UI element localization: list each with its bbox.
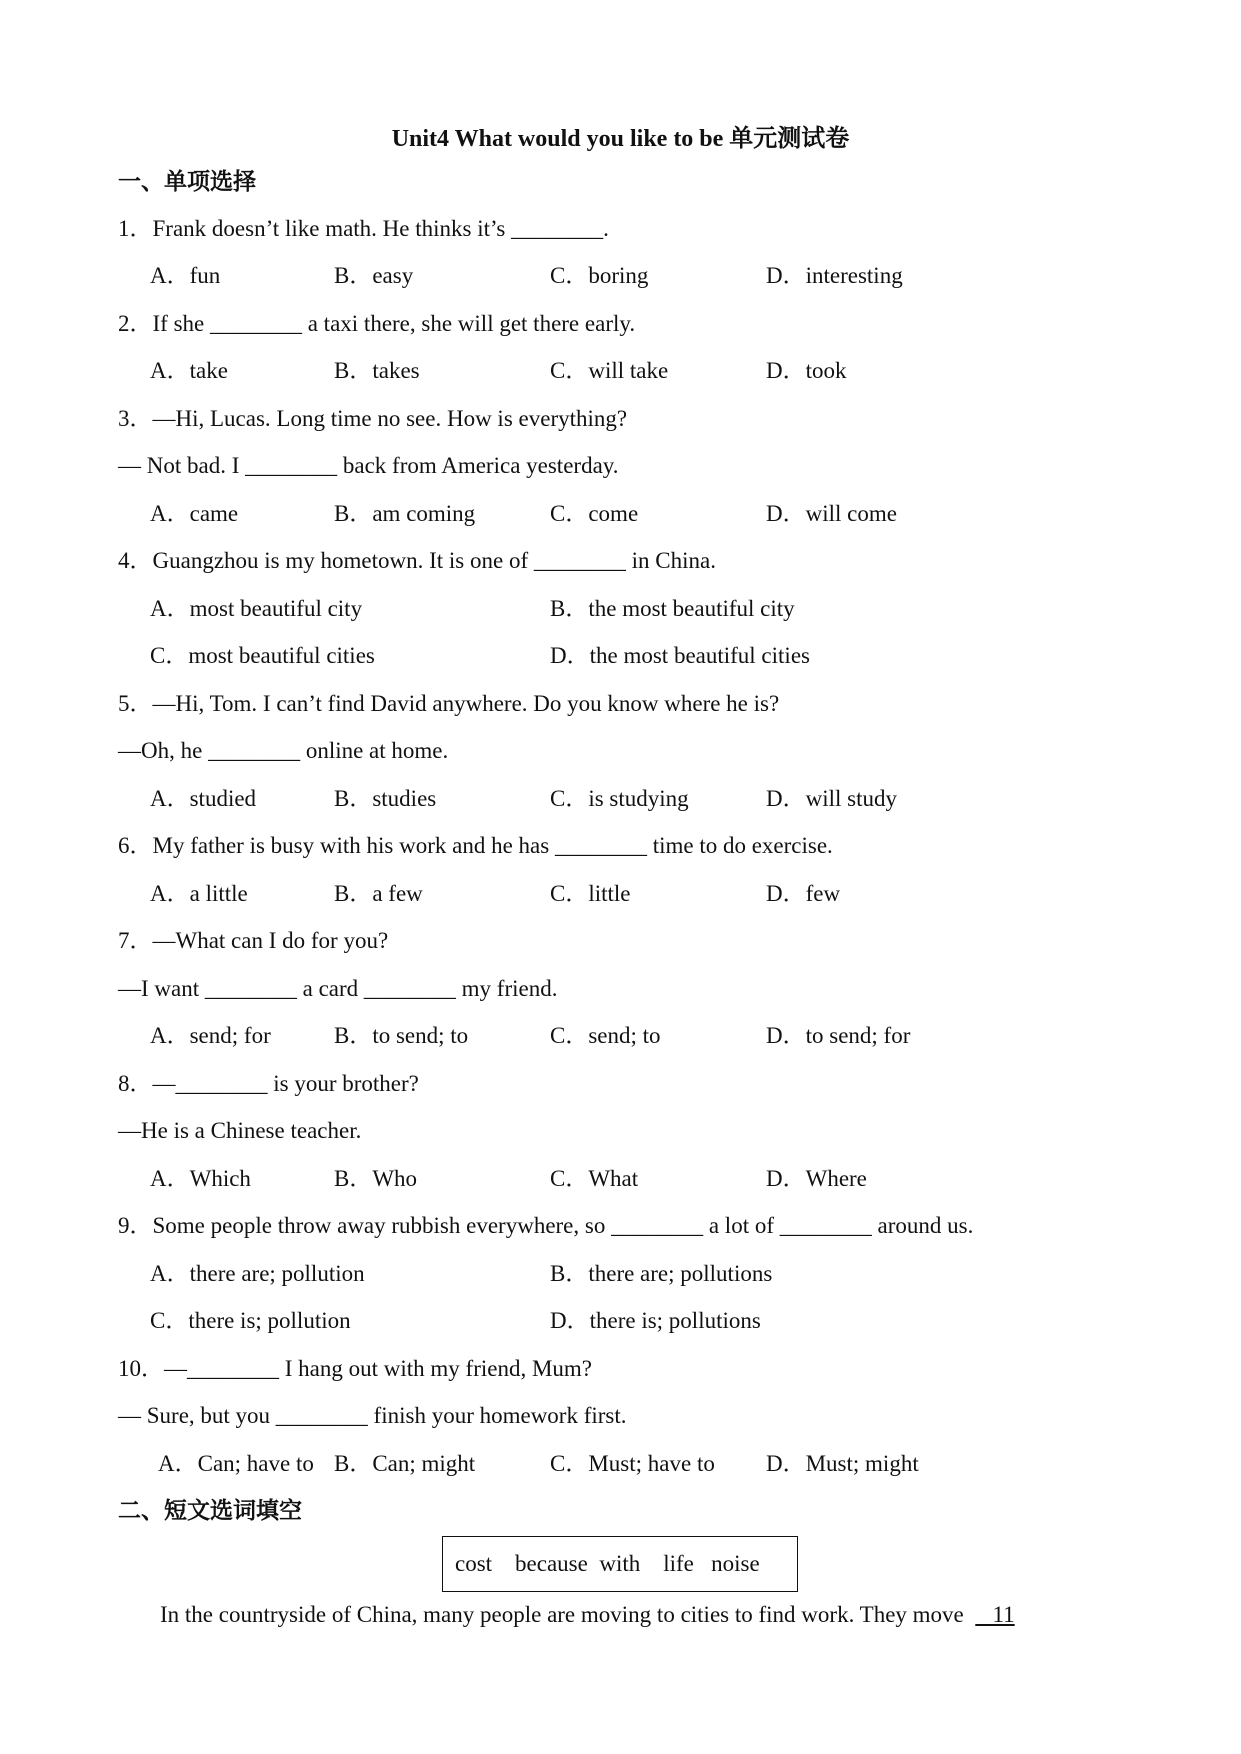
question-5-option-d: D．will study xyxy=(766,786,897,811)
question-7-option-c: C．send; to xyxy=(550,1023,661,1048)
question-6-stem: 6．My father is busy with his work and he has ________ time to do exercise. xyxy=(118,833,833,858)
question-8-option-b: B．Who xyxy=(334,1166,418,1191)
question-4-option-c: C．most beautiful cities xyxy=(150,643,375,668)
question-8-stem: 8．—________ is your brother? xyxy=(118,1071,419,1096)
question-6-option-c: C．little xyxy=(550,881,631,906)
question-4-option-d: D．the most beautiful cities xyxy=(550,643,810,668)
question-9-option-b: B．there are; pollutions xyxy=(550,1261,773,1286)
question-4-option-b: B．the most beautiful city xyxy=(550,596,795,621)
question-9-option-a: A．there are; pollution xyxy=(150,1261,365,1286)
question-10-option-a: A．Can; have to xyxy=(158,1451,314,1476)
question-1-option-c: C．boring xyxy=(550,263,649,288)
passage-blank-11 xyxy=(975,1602,1014,1627)
question-2-option-d: D．took xyxy=(766,358,847,383)
section-heading-1: 一、单项选择 xyxy=(118,169,256,194)
question-7-option-d: D．to send; for xyxy=(766,1023,911,1048)
page-title: Unit4 What would you like to be 单元测试卷 xyxy=(391,126,850,152)
question-3-stem: 3．—Hi, Lucas. Long time no see. How is everything? xyxy=(118,406,628,431)
question-5-option-b: B．studies xyxy=(334,786,437,811)
question-3-stem-reply: — Not bad. I ________ back from America yesterday. xyxy=(118,453,619,478)
question-2-option-b: B．takes xyxy=(334,358,420,383)
question-3-option-b: B．am coming xyxy=(334,501,476,526)
question-7-stem-reply: —I want ________ a card ________ my friend. xyxy=(118,976,558,1001)
question-2-option-a: A．take xyxy=(150,358,228,383)
question-5-stem: 5．—Hi, Tom. I can’t find David anywhere. Do you know where he is? xyxy=(118,691,780,716)
question-9-option-c: C．there is; pollution xyxy=(150,1308,351,1333)
question-3-option-d: D．will come xyxy=(766,501,897,526)
passage-line-1 xyxy=(160,1600,1015,1630)
question-3-option-a: A．came xyxy=(150,501,239,526)
question-1-option-b: B．easy xyxy=(334,263,414,288)
question-1-option-d: D．interesting xyxy=(766,263,903,288)
question-5-stem-reply: —Oh, he ________ online at home. xyxy=(118,738,449,763)
section-heading-2: 二、短文选词填空 xyxy=(118,1498,302,1523)
question-9-option-d: D．there is; pollutions xyxy=(550,1308,761,1333)
blank-number: 11 xyxy=(992,1602,1015,1627)
question-4-stem: 4．Guangzhou is my hometown. It is one of ________ in China. xyxy=(118,548,716,573)
question-6-option-a: A．a little xyxy=(150,881,248,906)
word-bank-box: cost because with life noise xyxy=(442,1536,798,1592)
question-10-stem-reply: — Sure, but you ________ finish your homework first. xyxy=(118,1403,627,1428)
question-3-option-c: C．come xyxy=(550,501,639,526)
question-8-stem-reply: —He is a Chinese teacher. xyxy=(118,1118,362,1143)
question-4-option-a: A．most beautiful city xyxy=(150,596,363,621)
question-8-option-a: A．Which xyxy=(150,1166,251,1191)
question-7-option-a: A．send; for xyxy=(150,1023,271,1048)
question-5-option-c: C．is studying xyxy=(550,786,689,811)
question-8-option-d: D．Where xyxy=(766,1166,867,1191)
question-7-option-b: B．to send; to xyxy=(334,1023,469,1048)
question-6-option-b: B．a few xyxy=(334,881,423,906)
passage-text: In the countryside of China, many people are moving to cities to find work. They move xyxy=(160,1602,964,1627)
question-10-stem: 10．—________ I hang out with my friend, Mum? xyxy=(118,1356,593,1381)
question-7-stem: 7．—What can I do for you? xyxy=(118,928,389,953)
question-10-option-c: C．Must; have to xyxy=(550,1451,715,1476)
question-2-stem: 2．If she ________ a taxi there, she will get there early. xyxy=(118,311,636,336)
question-1-stem: 1．Frank doesn’t like math. He thinks it’s ________. xyxy=(118,216,609,241)
question-1-option-a: A．fun xyxy=(150,263,221,288)
question-8-option-c: C．What xyxy=(550,1166,639,1191)
question-10-option-b: B．Can; might xyxy=(334,1451,476,1476)
question-10-option-d: D．Must; might xyxy=(766,1451,919,1476)
question-5-option-a: A．studied xyxy=(150,786,257,811)
question-9-stem: 9．Some people throw away rubbish everywhere, so ________ a lot of ________ around us. xyxy=(118,1213,974,1238)
question-6-option-d: D．few xyxy=(766,881,841,906)
question-2-option-c: C．will take xyxy=(550,358,669,383)
